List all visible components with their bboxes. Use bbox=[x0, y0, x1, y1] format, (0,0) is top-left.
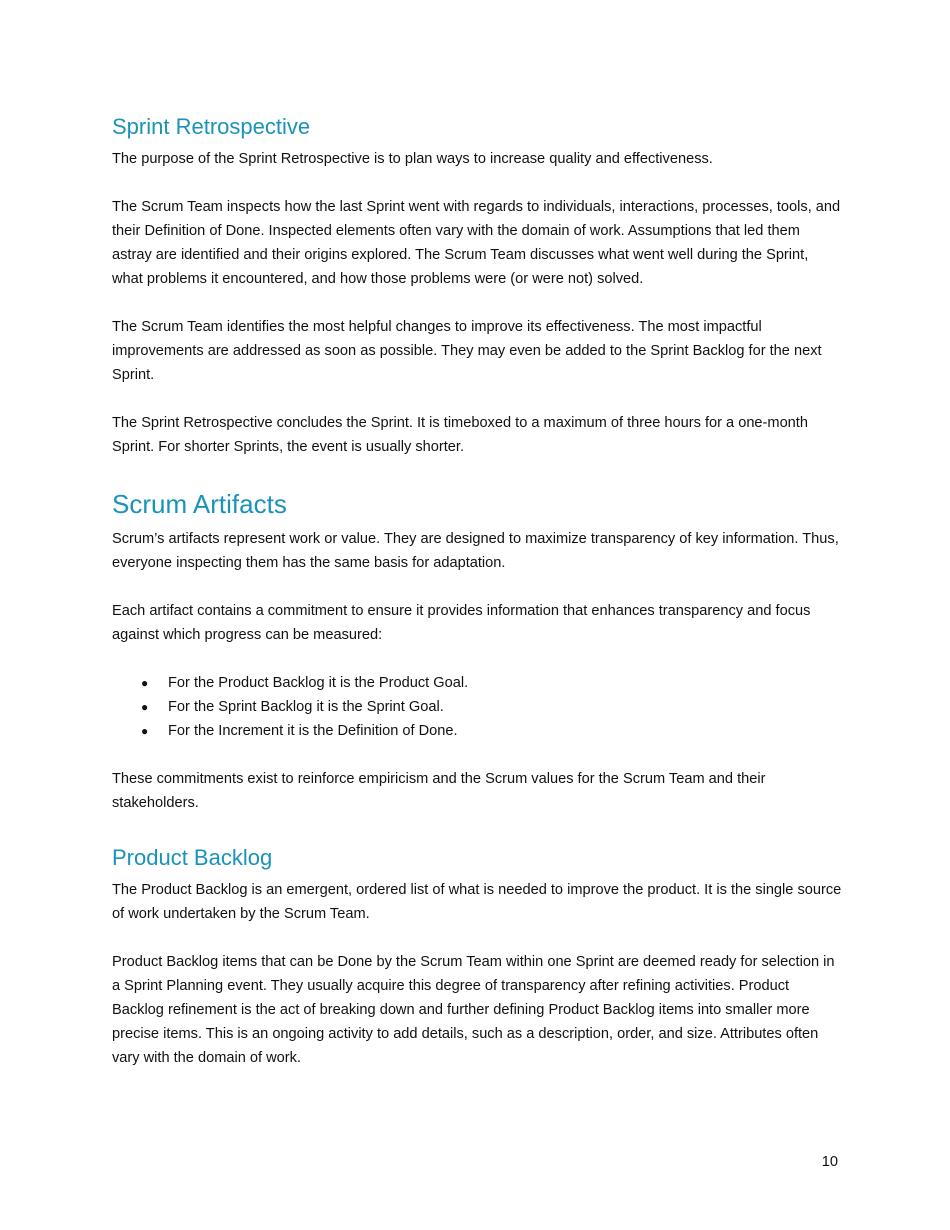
paragraph: The Sprint Retrospective concludes the Sprint. It is timeboxed to a maximum of three hours for a one-month Sprint. For shorter Sprints, the event is usually shorter. bbox=[112, 415, 808, 455]
list-item bbox=[112, 671, 842, 695]
page-number: 10 bbox=[821, 1154, 838, 1170]
section-product-backlog bbox=[112, 843, 842, 1070]
list-item bbox=[112, 719, 842, 743]
list-item bbox=[112, 695, 842, 719]
list-item-text: For the Increment it is the Definition of Done. bbox=[168, 723, 458, 739]
paragraph: These commitments exist to reinforce empiricism and the Scrum values for the Scrum Team and their stakeholders. bbox=[112, 771, 766, 811]
paragraph: The Scrum Team identifies the most helpful changes to improve its effectiveness. The most impactful improvements are addressed as soon as possible. They may even be added to the Sprint Backlog for the next Sprint. bbox=[112, 319, 822, 383]
section-sprint-retrospective bbox=[112, 112, 842, 459]
heading-scrum-artifacts: Scrum Artifacts bbox=[112, 489, 287, 519]
list-item-text: For the Sprint Backlog it is the Sprint Goal. bbox=[168, 699, 444, 715]
document-page bbox=[112, 112, 842, 1070]
bullet-icon: ● bbox=[141, 676, 149, 690]
heading-product-backlog: Product Backlog bbox=[112, 845, 273, 870]
paragraph: Scrum’s artifacts represent work or value. They are designed to maximize transparency of key information. Thus, everyone inspecting them has the same basis for adaptation. bbox=[112, 531, 839, 571]
heading-sprint-retrospective: Sprint Retrospective bbox=[112, 114, 311, 139]
bullet-icon: ● bbox=[141, 700, 149, 714]
paragraph: Each artifact contains a commitment to ensure it provides information that enhances transparency and focus against which progress can be measured: bbox=[112, 603, 811, 643]
commitments-list bbox=[112, 671, 842, 743]
bullet-icon: ● bbox=[141, 724, 149, 738]
paragraph: Product Backlog items that can be Done by the Scrum Team within one Sprint are deemed ready for selection in a Sprint Planning event. They usually acquire this degree of transparency after refining activities. Product Backlog refinement is the act of breaking down and further defining Product Backlog items into smaller more precise items. This is an ongoing activity to add details, such as a description, order, and size. Attributes often vary with the domain of work. bbox=[112, 954, 835, 1066]
paragraph: The Scrum Team inspects how the last Sprint went with regards to individuals, interactions, processes, tools, and their Definition of Done. Inspected elements often vary with the domain of work. Assumptions that led them astray are identified and their origins explored. The Scrum Team discusses what went well during the Sprint, what problems it encountered, and how those problems were (or were not) solved. bbox=[112, 199, 841, 287]
list-item-text: For the Product Backlog it is the Product Goal. bbox=[168, 675, 469, 691]
paragraph: The purpose of the Sprint Retrospective is to plan ways to increase quality and effectiveness. bbox=[112, 151, 713, 167]
section-scrum-artifacts bbox=[112, 487, 842, 815]
paragraph: The Product Backlog is an emergent, ordered list of what is needed to improve the product. It is the single source of work undertaken by the Scrum Team. bbox=[112, 882, 842, 922]
